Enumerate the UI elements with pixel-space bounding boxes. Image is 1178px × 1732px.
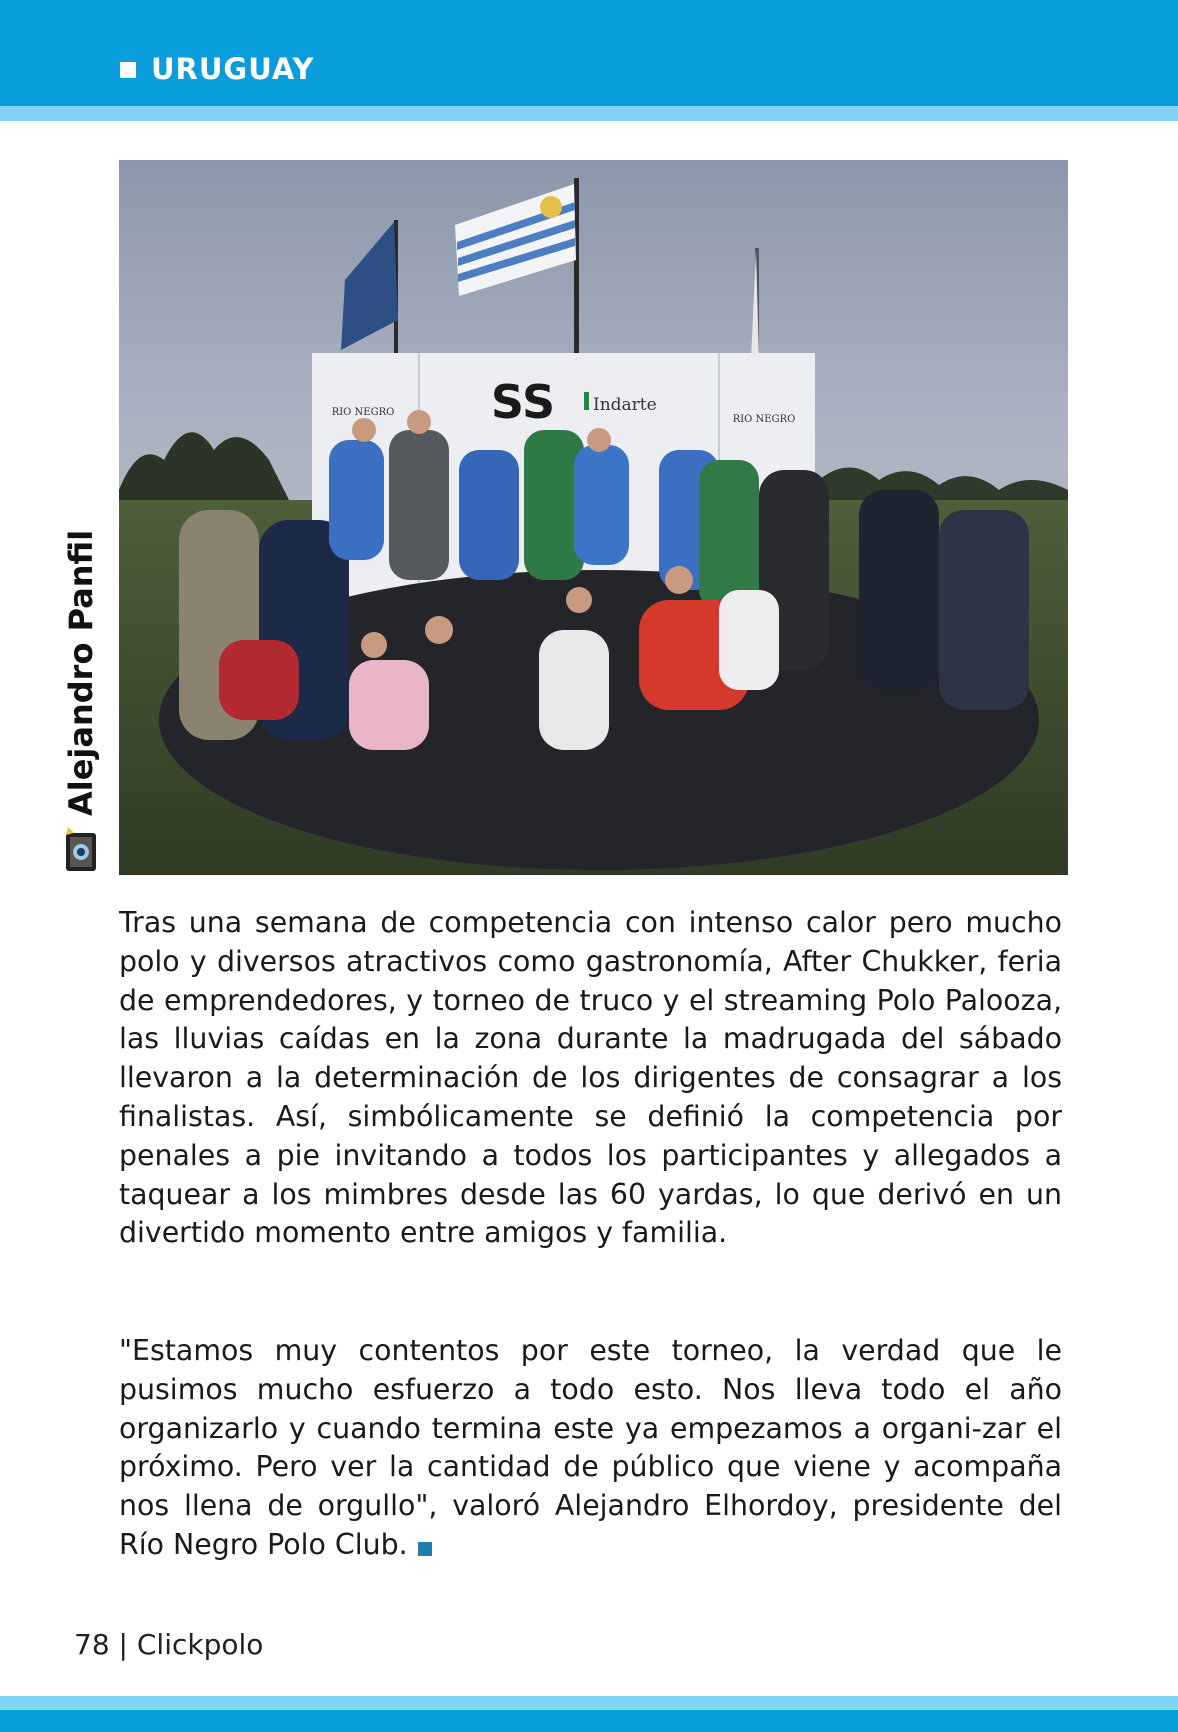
event-photo bbox=[119, 160, 1068, 875]
club-logo-label: RIO NEGRO bbox=[331, 407, 395, 418]
section-marker-icon bbox=[120, 62, 136, 78]
footer-stripe bbox=[0, 1696, 1178, 1710]
article-paragraph-2 bbox=[119, 1332, 1062, 1565]
photo-credit: Alejandro Panfil bbox=[62, 529, 100, 816]
section-title: URUGUAY bbox=[151, 52, 315, 86]
sponsor-brand-logo: Indarte bbox=[593, 395, 657, 415]
article-paragraph-2-text: "Estamos muy contentos por este torneo, la verdad que le pusimos mucho esfuerzo a todo esto. Nos lleva todo el año organizarlo y cuando termina este ya empezamos a organi-zar el próximo. Pero ver la cantidad de público que viene y acompaña nos llena de orgullo", valoró Alejandro Elhordoy, presidente del Río Negro Polo Club. bbox=[119, 1334, 1062, 1561]
sponsor-main-logo: SS bbox=[490, 375, 556, 429]
camera-icon bbox=[60, 823, 108, 875]
club-logo-label-right: RIO NEGRO bbox=[732, 414, 796, 425]
page-footer: 78 | Clickpolo bbox=[74, 1628, 264, 1661]
header-stripe bbox=[0, 106, 1178, 121]
article-paragraph-1: Tras una semana de competencia con intenso calor pero mucho polo y diversos atractivos como gastronomía, After Chukker, feria de emprendedores, y torneo de truco y el streaming Polo Palooza, las lluvias caídas en la zona durante la madrugada del sábado llevaron a la determinación de los dirigentes de consagrar a los finalistas. Así, simbólicamente se definió la competencia por penales a pie invitando a todos los participantes y allegados a taquear a los mimbres desde las 60 yardas, lo que derivó en un divertido momento entre amigos y familia. bbox=[119, 906, 1062, 1250]
article-end-mark-icon bbox=[418, 1542, 432, 1556]
footer-bar bbox=[0, 1710, 1178, 1732]
